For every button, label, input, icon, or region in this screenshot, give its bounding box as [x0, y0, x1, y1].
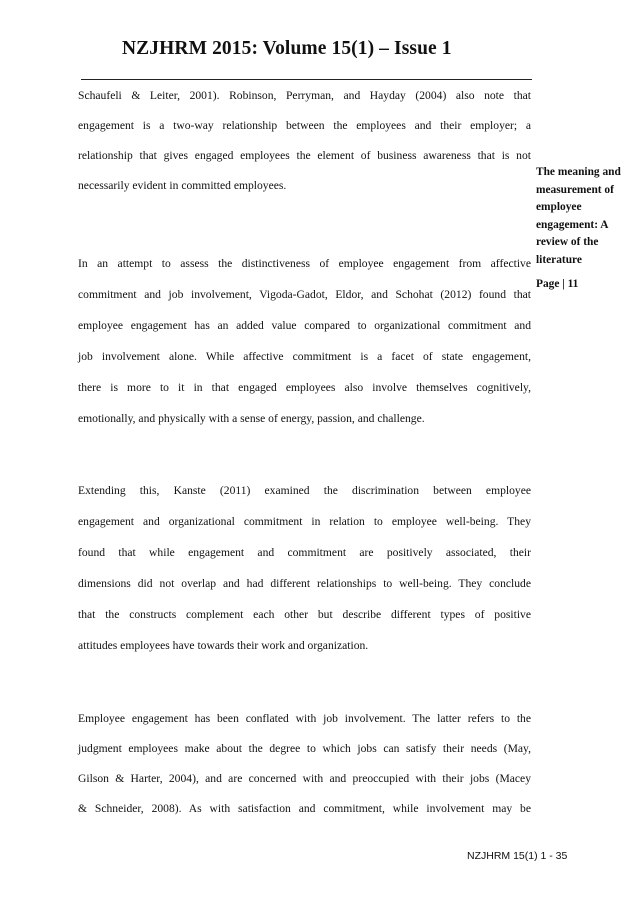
paragraph-line: Schaufeli & Leiter, 2001). Robinson, Perryman, and Hayday (2004) also note that: [78, 89, 531, 102]
sidebar-title-line: review of the: [536, 236, 599, 249]
paragraph-line: relationship that gives engaged employees the element of business awareness that is not: [78, 149, 531, 162]
paragraph-line: emotionally, and physically with a sense of energy, passion, and challenge.: [78, 412, 425, 425]
paragraph-line: found that while engagement and commitment are positively associated, their: [78, 546, 531, 559]
paragraph-line: In an attempt to assess the distinctiveness of employee engagement from affective: [78, 257, 531, 270]
paragraph-line: commitment and job involvement, Vigoda-Gadot, Eldor, and Schohat (2012) found that: [78, 288, 531, 301]
paragraph-line: judgment employees make about the degree to which jobs can satisfy their needs (May,: [78, 742, 531, 755]
paragraph-line: & Schneider, 2008). As with satisfaction and commitment, while involvement may be: [78, 802, 531, 815]
sidebar-title-line: employee: [536, 201, 582, 214]
footer-citation: NZJHRM 15(1) 1 - 35: [467, 850, 568, 862]
paragraph-line: attitudes employees have towards their work and organization.: [78, 639, 369, 652]
sidebar-title-line: measurement of: [536, 183, 614, 196]
sidebar-title-line: engagement: A: [536, 218, 609, 231]
journal-header-title: NZJHRM 2015: Volume 15(1) – Issue 1: [122, 38, 452, 59]
paragraph-line: employee engagement has an added value compared to organizational commitment and: [78, 319, 531, 332]
paragraph-line: Gilson & Harter, 2004), and are concerned with and preoccupied with their jobs (Macey: [78, 772, 531, 785]
paragraph-line: Employee engagement has been conflated with job involvement. The latter refers to the: [78, 712, 531, 725]
paragraph-line: job involvement alone. While affective commitment is a facet of state engagement,: [78, 350, 531, 363]
paragraph-line: dimensions did not overlap and had different relationships to well-being. They conclude: [78, 577, 531, 590]
paragraph-line: necessarily evident in committed employees.: [78, 179, 287, 192]
paragraph-line: that the constructs complement each other but describe different types of positive: [78, 608, 531, 621]
page-number-label: Page | 11: [536, 278, 579, 290]
sidebar-title-line: The meaning and: [536, 166, 621, 178]
sidebar-title-line: literature: [536, 253, 582, 266]
paragraph-line: engagement and organizational commitment in relation to employee well-being. They: [78, 515, 531, 528]
paragraph-line: engagement is a two-way relationship between the employees and their employer; a: [78, 119, 531, 132]
paragraph-line: Extending this, Kanste (2011) examined the discrimination between employee: [78, 484, 531, 497]
sidebar-article-title: [536, 164, 636, 270]
paragraph-line: there is more to it in that engaged employees also involve themselves cognitively,: [78, 381, 531, 394]
header-divider: [81, 79, 532, 80]
